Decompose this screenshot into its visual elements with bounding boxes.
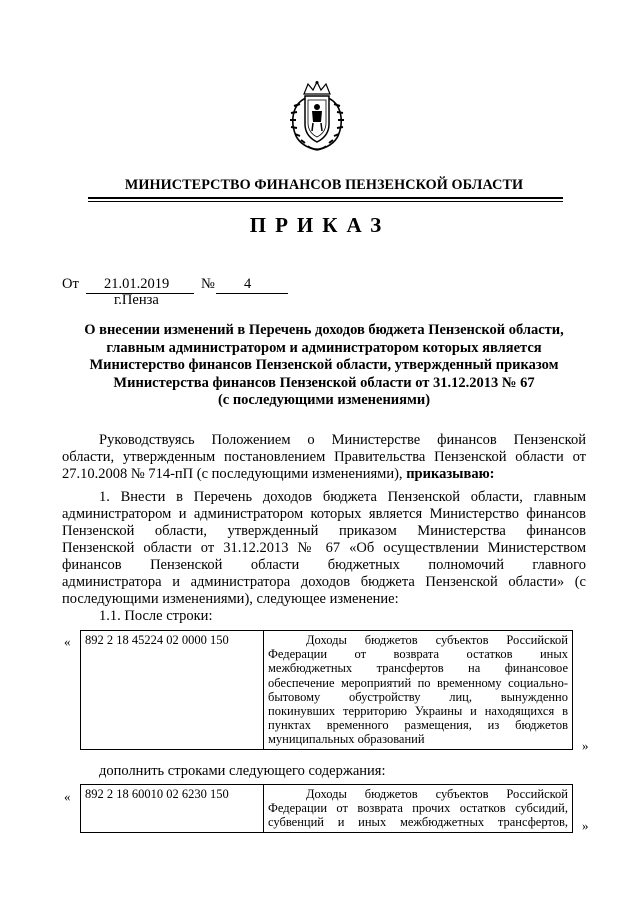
paragraph-line [62,466,586,483]
income-code: 892 2 18 45224 02 0000 150 [81,631,264,750]
description-line: обеспечение мероприятий по временному социально- [268,675,568,690]
heading-line: Министерство финансов Пензенской области, утвержденный приказом [89,357,559,374]
ministry-name: МИНИСТЕРСТВО ФИНАНСОВ ПЕНЗЕНСКОЙ ОБЛАСТИ [124,177,524,193]
heading-line: (с последующими изменениями) [217,392,431,409]
addition-paragraph: дополнить строками следующего содержания: [99,763,386,779]
description-line: бытовому обустройству лиц, вынужденно [268,689,568,704]
number-underline [216,293,288,294]
paragraph-line: финансов Пензенской области бюджетных полномочий главного [62,557,586,573]
document-type: ПРИКАЗ [249,213,391,237]
paragraph-line: Руководствуясь Положением о Министерстве финансов Пензенской [99,432,586,448]
table1-close-quote: » [582,738,589,753]
table2-close-quote: » [582,818,589,833]
paragraph-line: администратора и администратора доходов бюджета Пензенской области» (с [62,574,586,590]
description-line: субвенций и иных межбюджетных трансфертов, [268,815,568,830]
description-line: Федерации от возврата прочих остатков субсидий, [268,801,568,816]
header-divider [88,197,563,199]
preamble-paragraph [62,432,586,483]
document-date: 21.01.2019 [104,276,170,292]
description-line: пунктах временного размещения, из бюджетов [268,718,568,733]
income-description [264,785,573,833]
paragraph-line: Пензенской области от 31.12.2013 № 67 «Об осуществлении Министерством [62,540,586,556]
number-label: № [201,276,215,292]
description-line: покинувших территорию Украины и находящихся в [268,704,568,719]
table1-open-quote: « [64,634,71,649]
description-line: Доходы бюджетов субъектов Российской [306,787,568,801]
table-row [81,785,573,833]
description-line: муниципальных образований [268,732,425,747]
paragraph-line: Пензенской области, утвержденный приказом Министерства финансов [62,523,586,539]
paragraph-line: 1. Внести в Перечень доходов бюджета Пензенской области, главным [99,489,586,505]
heading-line: О внесении изменений в Перечень доходов бюджета Пензенской области, [84,322,564,338]
table2-open-quote: « [64,789,71,804]
item-1-paragraph [62,489,586,608]
header-divider-thin [88,201,563,202]
paragraph-line: области, утвержденным постановлением Правительства Пензенской области от [62,449,586,465]
document-city: г.Пенза [114,292,159,308]
paragraph-line: администратором и администратором которых является Министерство финансов [62,506,586,522]
heading-line: главным администратором и администратором которых является [106,339,542,356]
document-heading [62,322,586,410]
item-1-1-paragraph: 1.1. После строки: [99,608,213,624]
description-line: межбюджетных трансфертов на финансовое [268,661,568,676]
income-description [264,631,573,750]
date-label: От [62,276,79,292]
paragraph-line: последующими изменениями), следующее изменение: [62,591,399,607]
penza-coat-of-arms-icon [286,80,348,152]
description-line: Доходы бюджетов субъектов Российской [306,633,568,647]
table-row [81,631,573,750]
income-code-table-new [80,784,573,833]
heading-line: Министерства финансов Пензенской области от 31.12.2013 № 67 [113,374,535,391]
income-code-table-existing [80,630,573,750]
document-number: 4 [244,276,252,292]
description-line: Федерации от возврата остатков иных [268,647,568,662]
income-code: 892 2 18 60010 02 6230 150 [81,785,264,833]
order-keyword: приказываю: [406,466,495,482]
preamble-text: 27.10.2008 № 714-пП (с последующими изменениями), [62,466,407,482]
